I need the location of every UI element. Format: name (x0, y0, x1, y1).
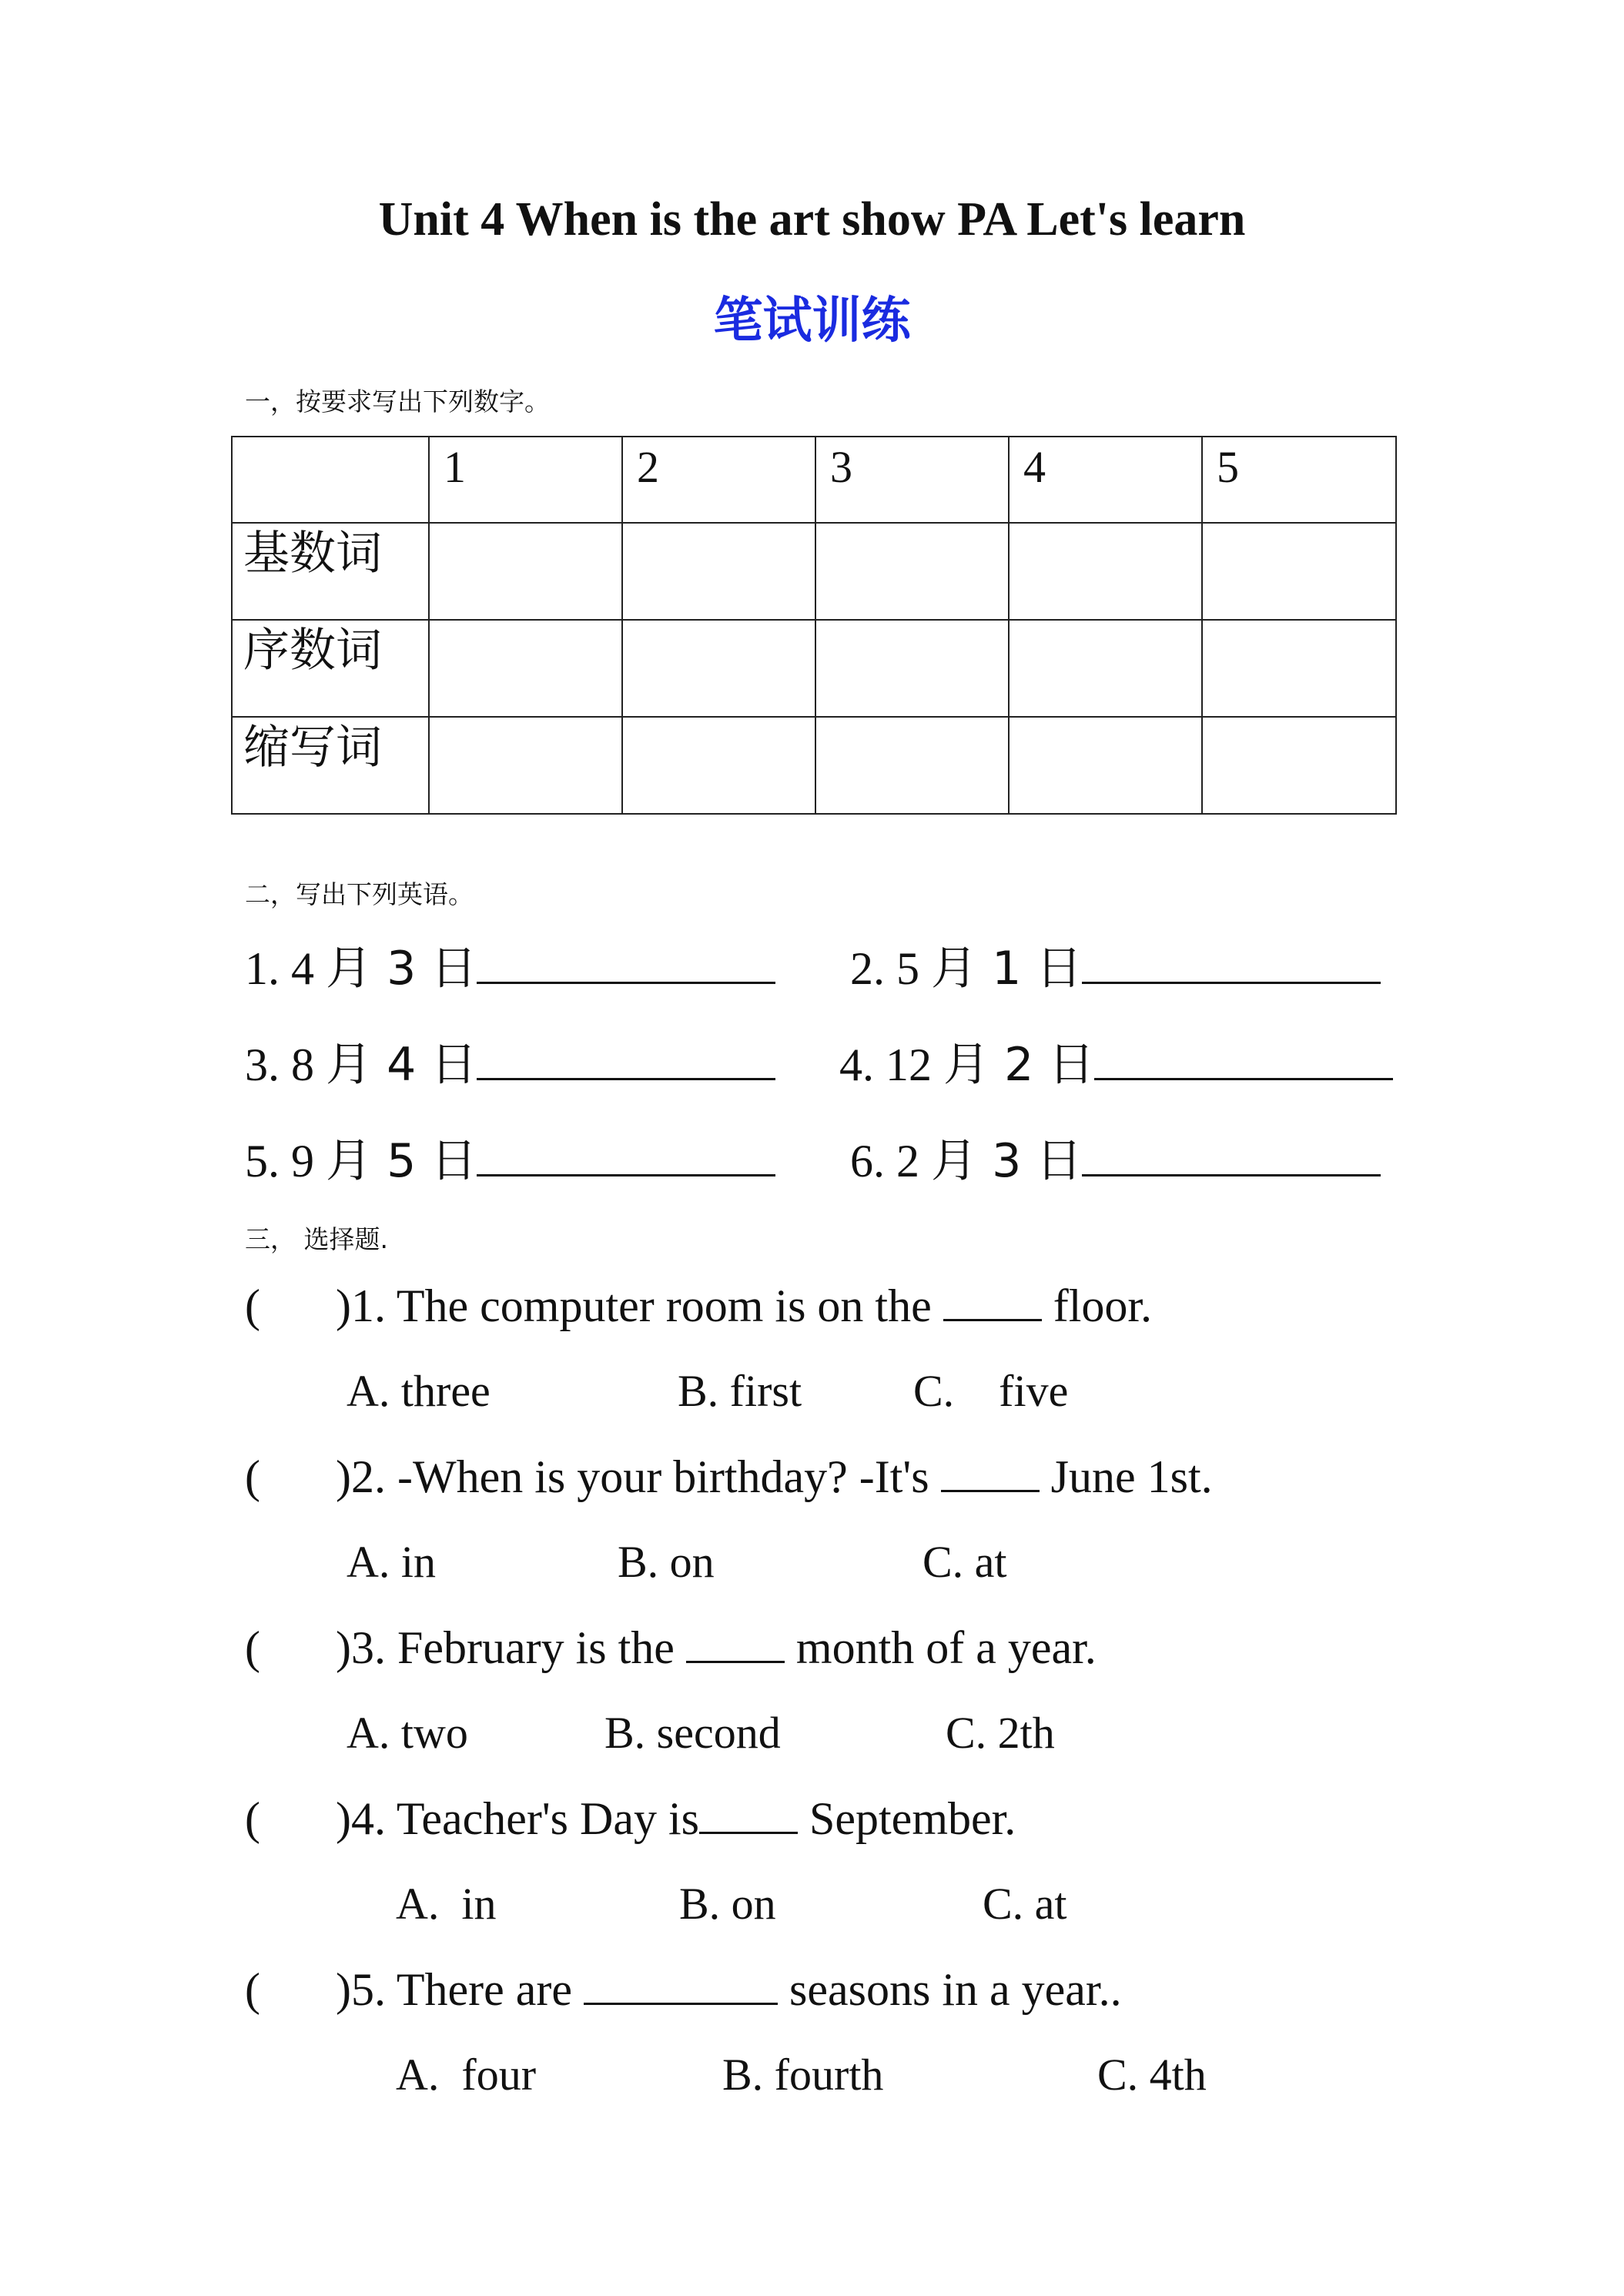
table-header-cell: 1 (429, 437, 622, 523)
answer-cell[interactable] (622, 523, 815, 620)
date-number: 6. 2 (850, 1136, 931, 1186)
table-header-cell: 4 (1009, 437, 1202, 523)
date-item-4 (839, 1028, 1393, 1094)
answer-cell[interactable] (429, 523, 622, 620)
table-header-row (232, 437, 1396, 523)
question-text: )3. February is the (336, 1622, 675, 1673)
table-row (232, 620, 1396, 717)
option-b[interactable]: B. second (604, 1708, 781, 1758)
date-chinese: 月 1 日 (931, 942, 1083, 996)
date-chinese: 月 3 日 (931, 1134, 1083, 1188)
question-text: )5. There are (336, 1964, 573, 2015)
question-blank (941, 1451, 1040, 1492)
option-c[interactable]: C. at (983, 1879, 1067, 1929)
question-text-end: June 1st. (1050, 1451, 1213, 1502)
question-text-end: seasons in a year.. (789, 1964, 1122, 2015)
date-number: 4. 12 (839, 1039, 943, 1090)
date-number: 5. 9 (245, 1136, 326, 1186)
table-header-cell: 3 (815, 437, 1009, 523)
option-c[interactable]: C. 2th (946, 1708, 1055, 1758)
answer-blank[interactable] (477, 942, 775, 984)
option-b[interactable]: B. on (618, 1537, 715, 1587)
table-row-label: 基数词 (232, 523, 429, 620)
page-subtitle: 笔试训练 (713, 293, 911, 350)
answer-blank[interactable] (1082, 1134, 1381, 1176)
date-chinese: 月 3 日 (326, 942, 477, 996)
date-number: 3. 8 (245, 1039, 326, 1090)
question-3 (245, 1622, 1097, 1675)
answer-cell[interactable] (1202, 717, 1396, 814)
page-title: Unit 4 When is the art show PA Let's learn (378, 193, 1246, 246)
question-blank (699, 1793, 798, 1834)
number-table (231, 436, 1397, 815)
answer-cell[interactable] (1009, 620, 1202, 717)
answer-cell[interactable] (1202, 620, 1396, 717)
table-row (232, 717, 1396, 814)
date-number: 2. 5 (850, 943, 931, 994)
option-c[interactable]: C. 4th (1097, 2050, 1207, 2100)
table-row-label: 缩写词 (232, 717, 429, 814)
date-number: 1. 4 (245, 943, 326, 994)
table-header-cell: 2 (622, 437, 815, 523)
option-a[interactable]: A. in (396, 1879, 497, 1929)
question-text-end: September. (809, 1793, 1016, 1844)
answer-blank[interactable] (477, 1038, 775, 1080)
option-b[interactable]: B. on (679, 1879, 776, 1929)
answer-paren[interactable]: ( (245, 1964, 260, 2015)
answer-blank[interactable] (1082, 942, 1381, 984)
answer-paren[interactable]: ( (245, 1451, 260, 1502)
option-a[interactable]: A. three (347, 1366, 491, 1416)
option-a[interactable]: A. two (347, 1708, 468, 1758)
option-b[interactable]: B. first (678, 1366, 802, 1416)
date-item-6 (850, 1124, 1381, 1190)
answer-cell[interactable] (622, 717, 815, 814)
date-item-1 (245, 932, 775, 998)
date-item-3 (245, 1028, 775, 1094)
question-blank (584, 1964, 778, 2005)
answer-paren[interactable]: ( (245, 1622, 260, 1673)
date-chinese: 月 5 日 (326, 1134, 477, 1188)
option-a[interactable]: A. four (396, 2050, 537, 2100)
question-blank (686, 1622, 785, 1663)
question-text-end: floor. (1053, 1280, 1153, 1331)
date-item-2 (850, 932, 1381, 998)
date-chinese: 月 2 日 (943, 1038, 1095, 1092)
answer-cell[interactable] (815, 620, 1009, 717)
answer-cell[interactable] (815, 523, 1009, 620)
question-text: )4. Teacher's Day is (336, 1793, 700, 1844)
table-row-label: 序数词 (232, 620, 429, 717)
question-5 (245, 1963, 1122, 2017)
answer-paren[interactable]: ( (245, 1793, 260, 1844)
answer-cell[interactable] (622, 620, 815, 717)
answer-blank[interactable] (1094, 1038, 1393, 1080)
question-text: )1. The computer room is on the (336, 1280, 932, 1331)
answer-cell[interactable] (1009, 717, 1202, 814)
table-corner-cell (232, 437, 429, 523)
answer-blank[interactable] (477, 1134, 775, 1176)
table-header-cell: 5 (1202, 437, 1396, 523)
answer-cell[interactable] (1009, 523, 1202, 620)
answer-cell[interactable] (429, 717, 622, 814)
answer-paren[interactable]: ( (245, 1280, 260, 1331)
question-text: )2. -When is your birthday? -It's (336, 1451, 929, 1502)
question-blank (943, 1280, 1042, 1321)
table-row (232, 523, 1396, 620)
date-item-5 (245, 1124, 775, 1190)
option-c[interactable]: C. five (913, 1366, 1069, 1416)
question-2 (245, 1451, 1213, 1504)
question-1 (245, 1280, 1152, 1333)
answer-cell[interactable] (815, 717, 1009, 814)
section-1-heading: 一，按要求写出下列数字。 (245, 387, 550, 417)
option-c[interactable]: C. at (922, 1537, 1007, 1587)
option-b[interactable]: B. fourth (722, 2050, 884, 2100)
question-text-end: month of a year. (795, 1622, 1097, 1673)
date-chinese: 月 4 日 (326, 1038, 477, 1092)
section-2-heading: 二，写出下列英语。 (245, 879, 474, 909)
answer-cell[interactable] (1202, 523, 1396, 620)
option-a[interactable]: A. in (347, 1537, 436, 1587)
section-3-heading: 三， 选择题. (245, 1224, 388, 1254)
answer-cell[interactable] (429, 620, 622, 717)
question-4 (245, 1792, 1016, 1846)
